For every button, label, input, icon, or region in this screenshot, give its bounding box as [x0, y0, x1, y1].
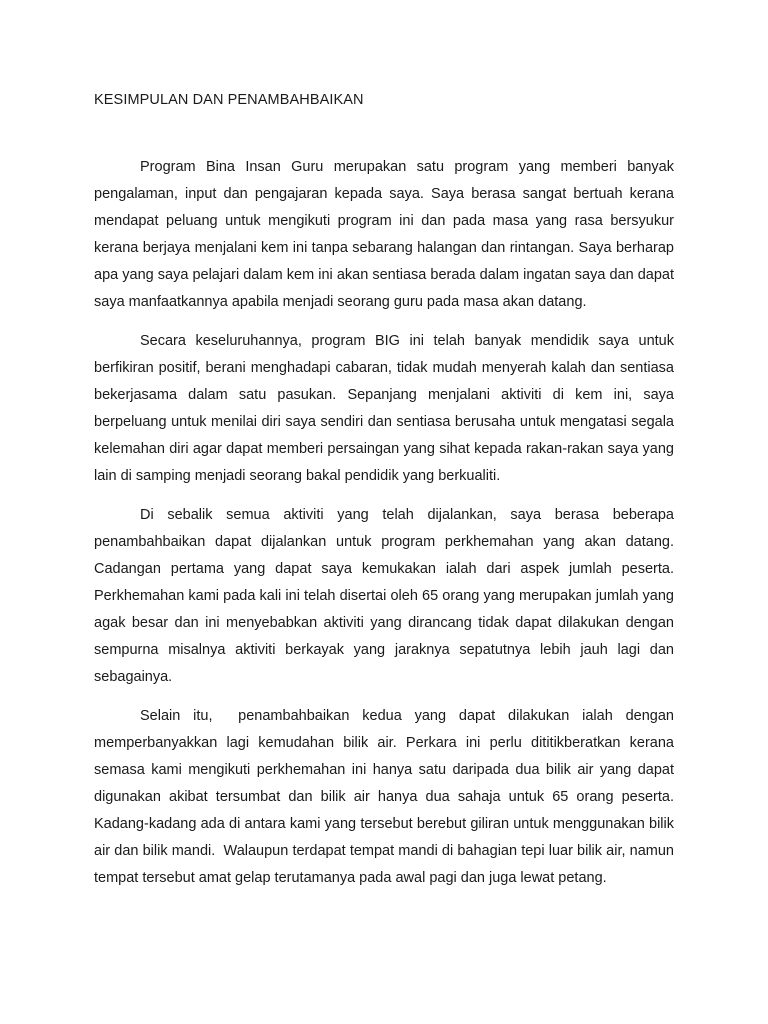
paragraph-4: Selain itu, penambahbaikan kedua yang dapat dilakukan ialah dengan memperbanyakkan lagi kemudahan bilik air. Perkara ini perlu dititikberatkan kerana semasa kami mengikuti perkhemahan ini hanya satu daripada dua bilik air yang dapat digunakan akibat tersumbat dan bilik air hanya dua sahaja untuk 65 orang peserta. Kadang-kadang ada di antara kami yang tersebut berebut giliran untuk menggunakan bilik air dan bilik mandi. Walaupun terdapat tempat mandi di bahagian tepi luar bilik air, namun tempat tersebut amat gelap terutamanya pada awal pagi dan juga lewat petang. [94, 708, 679, 886]
document-body [94, 154, 679, 904]
paragraph-1: Program Bina Insan Guru merupakan satu program yang memberi banyak pengalaman, input dan pengajaran kepada saya. Saya berasa sangat bertuah kerana mendapat peluang untuk mengikuti program ini dan pada masa yang rasa bersyukur kerana berjaya menjalani kem ini tanpa sebarang halangan dan rintangan. Saya berharap apa yang saya pelajari dalam kem ini akan sentiasa berada dalam ingatan saya dan dapat saya manfaatkannya apabila menjadi seorang guru pada masa akan datang. [94, 159, 679, 310]
document-title: KESIMPULAN DAN PENAMBAHBAIKAN [94, 92, 364, 108]
paragraph-3: Di sebalik semua aktiviti yang telah dijalankan, saya berasa beberapa penambahbaikan dapat dijalankan untuk program perkhemahan yang akan datang. Cadangan pertama yang dapat saya kemukakan ialah dari aspek jumlah peserta. Perkhemahan kami pada kali ini telah disertai oleh 65 orang yang merupakan jumlah yang agak besar dan ini menyebabkan aktiviti yang dirancang tidak dapat dilakukan dengan sempurna misalnya aktiviti berkayak yang jaraknya sepatutnya lebih jauh lagi dan sebagainya. [94, 507, 679, 685]
paragraph-2: Secara keseluruhannya, program BIG ini telah banyak mendidik saya untuk berfikiran positif, berani menghadapi cabaran, tidak mudah menyerah kalah dan sentiasa bekerjasama dalam satu pasukan. Sepanjang menjalani aktiviti di kem ini, saya berpeluang untuk menilai diri saya sendiri dan sentiasa berusaha untuk mengatasi segala kelemahan diri agar dapat memberi persaingan yang sihat kepada rakan-rakan saya yang lain di samping menjadi seorang bakal pendidik yang berkualiti. [94, 333, 679, 484]
